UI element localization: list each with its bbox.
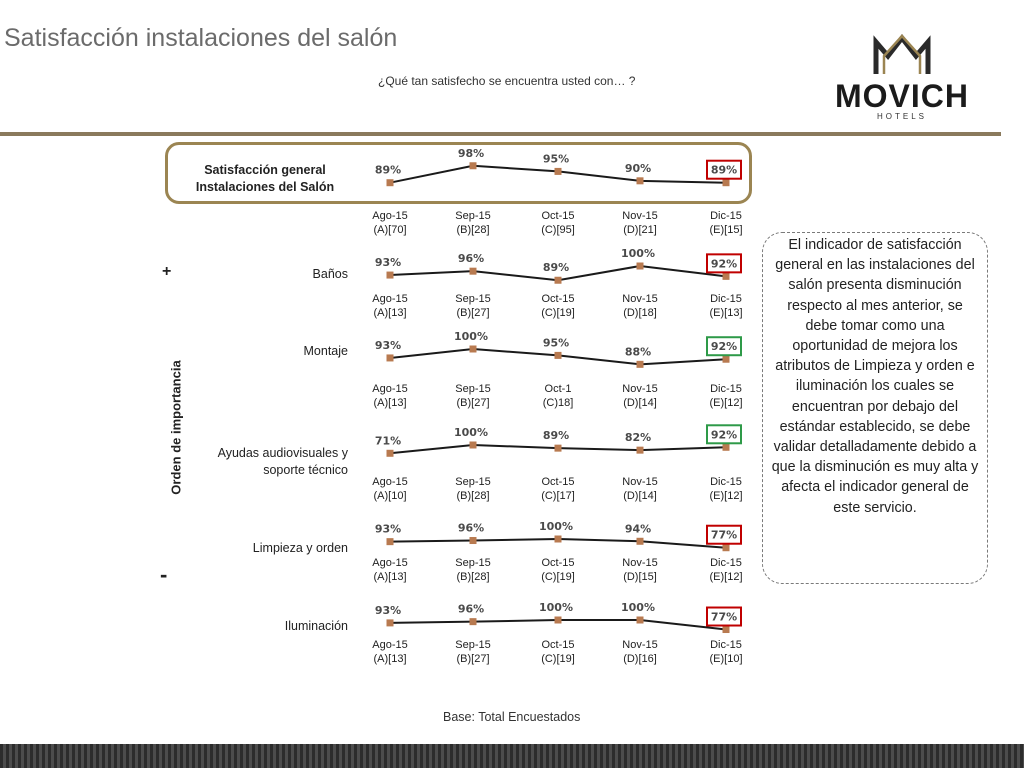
- data-point: [723, 444, 730, 451]
- base-label: (A)[13]: [373, 653, 407, 665]
- base-label: (B)[28]: [456, 490, 490, 502]
- base-label: (D)[21]: [623, 224, 657, 236]
- base-label: (E)[12]: [709, 397, 743, 409]
- base-label: (C)[19]: [541, 653, 575, 665]
- base-label: (B)[28]: [456, 571, 490, 583]
- data-point: [637, 177, 644, 184]
- category-label: Dic-15: [710, 557, 742, 569]
- data-point: [637, 538, 644, 545]
- data-point: [637, 617, 644, 624]
- category-label: Dic-15: [710, 293, 742, 305]
- category-label: Sep-15: [455, 639, 491, 651]
- value-label: 93%: [374, 256, 402, 270]
- base-label: (A)[70]: [373, 224, 407, 236]
- value-label: 94%: [624, 522, 652, 536]
- chart-row-5: [372, 601, 742, 665]
- category-label: Oct-15: [541, 557, 575, 569]
- importance-plus-marker: +: [162, 263, 172, 280]
- category-label: Nov-15: [622, 293, 658, 305]
- data-point: [555, 168, 562, 175]
- category-label: Oct-15: [541, 639, 575, 651]
- chart-row-0: [372, 147, 742, 236]
- base-label: (D)[15]: [623, 571, 657, 583]
- data-point: [387, 538, 394, 545]
- base-label: (B)[27]: [456, 653, 490, 665]
- row-label-banos: Baños: [312, 267, 348, 281]
- category-label: Nov-15: [622, 476, 658, 488]
- base-label: (C)[19]: [541, 571, 575, 583]
- data-point: [470, 346, 477, 353]
- value-label: 100%: [621, 601, 655, 614]
- value-label: 95%: [542, 152, 570, 166]
- chart-row-4: [372, 520, 742, 583]
- value-label: 100%: [539, 520, 573, 533]
- base-label: (E)[10]: [709, 653, 743, 665]
- base-label: (B)[27]: [456, 397, 490, 409]
- category-label: Sep-15: [455, 383, 491, 395]
- category-label: Ago-15: [372, 383, 408, 395]
- category-label: Sep-15: [455, 210, 491, 222]
- category-label: Nov-15: [622, 639, 658, 651]
- data-point: [637, 447, 644, 454]
- data-point: [637, 361, 644, 368]
- data-point: [555, 536, 562, 543]
- data-point: [723, 626, 730, 633]
- row-label-audiovisuales: Ayudas audiovisuales y soporte técnico: [217, 446, 348, 477]
- base-label: (B)[28]: [456, 224, 490, 236]
- importance-minus-marker: -: [160, 562, 168, 587]
- data-point: [470, 537, 477, 544]
- value-label: 77%: [710, 528, 738, 542]
- data-point: [555, 277, 562, 284]
- data-point: [470, 162, 477, 169]
- value-label: 93%: [374, 603, 402, 617]
- value-label: 89%: [542, 261, 570, 275]
- category-label: Nov-15: [622, 557, 658, 569]
- chart-row-2: [372, 330, 742, 409]
- category-label: Dic-15: [710, 383, 742, 395]
- base-label: (E)[12]: [709, 490, 743, 502]
- category-label: Oct-15: [541, 293, 575, 305]
- category-label: Nov-15: [622, 210, 658, 222]
- value-label: 88%: [624, 345, 652, 359]
- category-label: Ago-15: [372, 639, 408, 651]
- logo-subtext: HOTELS: [876, 112, 927, 121]
- base-label: (B)[27]: [456, 307, 490, 319]
- bottom-decorative-bar: [0, 744, 1024, 768]
- value-label: 96%: [457, 602, 485, 616]
- value-label: 100%: [454, 426, 488, 439]
- value-label: 92%: [710, 340, 738, 354]
- value-label: 96%: [457, 252, 485, 266]
- data-point: [555, 445, 562, 452]
- value-label: 100%: [454, 330, 488, 343]
- category-label: Nov-15: [622, 383, 658, 395]
- category-label: Ago-15: [372, 476, 408, 488]
- category-label: Oct-15: [541, 210, 575, 222]
- value-label: 98%: [457, 146, 485, 160]
- row-label-limpieza: Limpieza y orden: [252, 541, 348, 555]
- value-label: 82%: [624, 431, 652, 445]
- category-label: Dic-15: [710, 210, 742, 222]
- value-label: 90%: [624, 161, 652, 175]
- base-label: (E)[15]: [709, 224, 743, 236]
- value-label: 89%: [374, 163, 402, 177]
- value-label: 93%: [374, 338, 402, 352]
- base-note: Base: Total Encuestados: [443, 710, 581, 724]
- value-label: 100%: [621, 247, 655, 260]
- value-label: 100%: [539, 601, 573, 614]
- base-label: (A)[13]: [373, 571, 407, 583]
- question-subtitle: ¿Qué tan satisfecho se encuentra usted con… ?: [378, 74, 636, 88]
- data-point: [387, 619, 394, 626]
- data-point: [387, 450, 394, 457]
- category-label: Dic-15: [710, 476, 742, 488]
- category-label: Ago-15: [372, 210, 408, 222]
- value-label: 89%: [542, 429, 570, 443]
- base-label: (C)18]: [542, 397, 574, 409]
- base-label: (D)[14]: [623, 490, 657, 502]
- category-label: Oct-1: [544, 383, 572, 395]
- row-label-montaje: Montaje: [303, 344, 348, 358]
- row-label-iluminacion: Iluminación: [284, 619, 348, 633]
- value-label: 71%: [374, 434, 402, 448]
- chart-row-3: [372, 425, 742, 502]
- base-label: (A)[13]: [373, 307, 407, 319]
- base-label: (C)[95]: [541, 224, 575, 236]
- data-point: [723, 179, 730, 186]
- base-label: (C)[17]: [541, 490, 575, 502]
- data-point: [387, 354, 394, 361]
- category-label: Sep-15: [455, 557, 491, 569]
- value-label: 92%: [710, 257, 738, 271]
- category-label: Oct-15: [541, 476, 575, 488]
- data-point: [637, 263, 644, 270]
- data-point: [555, 352, 562, 359]
- value-label: 95%: [542, 336, 570, 350]
- value-label: 93%: [374, 522, 402, 536]
- data-point: [723, 544, 730, 551]
- base-label: (D)[16]: [623, 653, 657, 665]
- data-point: [387, 272, 394, 279]
- data-point: [470, 442, 477, 449]
- insight-callout: El indicador de satisfacción general en las instalaciones del salón presenta disminución respecto al mes anterior, se debe tomar como una oportunidad de mejora los atributos de Limpieza y orden e iluminación los cuales se encuentran por debajo del estándar establecido, se debe validar detalladamente debido a que la disminución es muy alta y afecta el indicador general de este servicio.: [762, 232, 988, 584]
- value-label: 96%: [457, 521, 485, 535]
- category-label: Sep-15: [455, 476, 491, 488]
- base-label: (A)[10]: [373, 490, 407, 502]
- data-point: [723, 356, 730, 363]
- base-label: (A)[13]: [373, 397, 407, 409]
- page-title: Satisfacción instalaciones del salón: [4, 24, 398, 52]
- data-point: [470, 618, 477, 625]
- base-label: (E)[12]: [709, 571, 743, 583]
- data-point: [470, 268, 477, 275]
- chart-row-1: [372, 247, 742, 319]
- row-label-general: Satisfacción general Instalaciones del Salón: [195, 163, 335, 194]
- category-label: Sep-15: [455, 293, 491, 305]
- category-label: Ago-15: [372, 557, 408, 569]
- importance-axis-title: Orden de importancia: [168, 360, 184, 495]
- base-label: (C)[19]: [541, 307, 575, 319]
- value-label: 77%: [710, 610, 738, 624]
- value-label: 92%: [710, 428, 738, 442]
- category-label: Dic-15: [710, 639, 742, 651]
- logo-wordmark: MOVICH: [835, 78, 969, 114]
- data-point: [555, 617, 562, 624]
- base-label: (E)[13]: [709, 307, 743, 319]
- base-label: (D)[14]: [623, 397, 657, 409]
- data-point: [723, 273, 730, 280]
- value-label: 89%: [710, 163, 738, 177]
- category-label: Ago-15: [372, 293, 408, 305]
- data-point: [387, 179, 394, 186]
- base-label: (D)[18]: [623, 307, 657, 319]
